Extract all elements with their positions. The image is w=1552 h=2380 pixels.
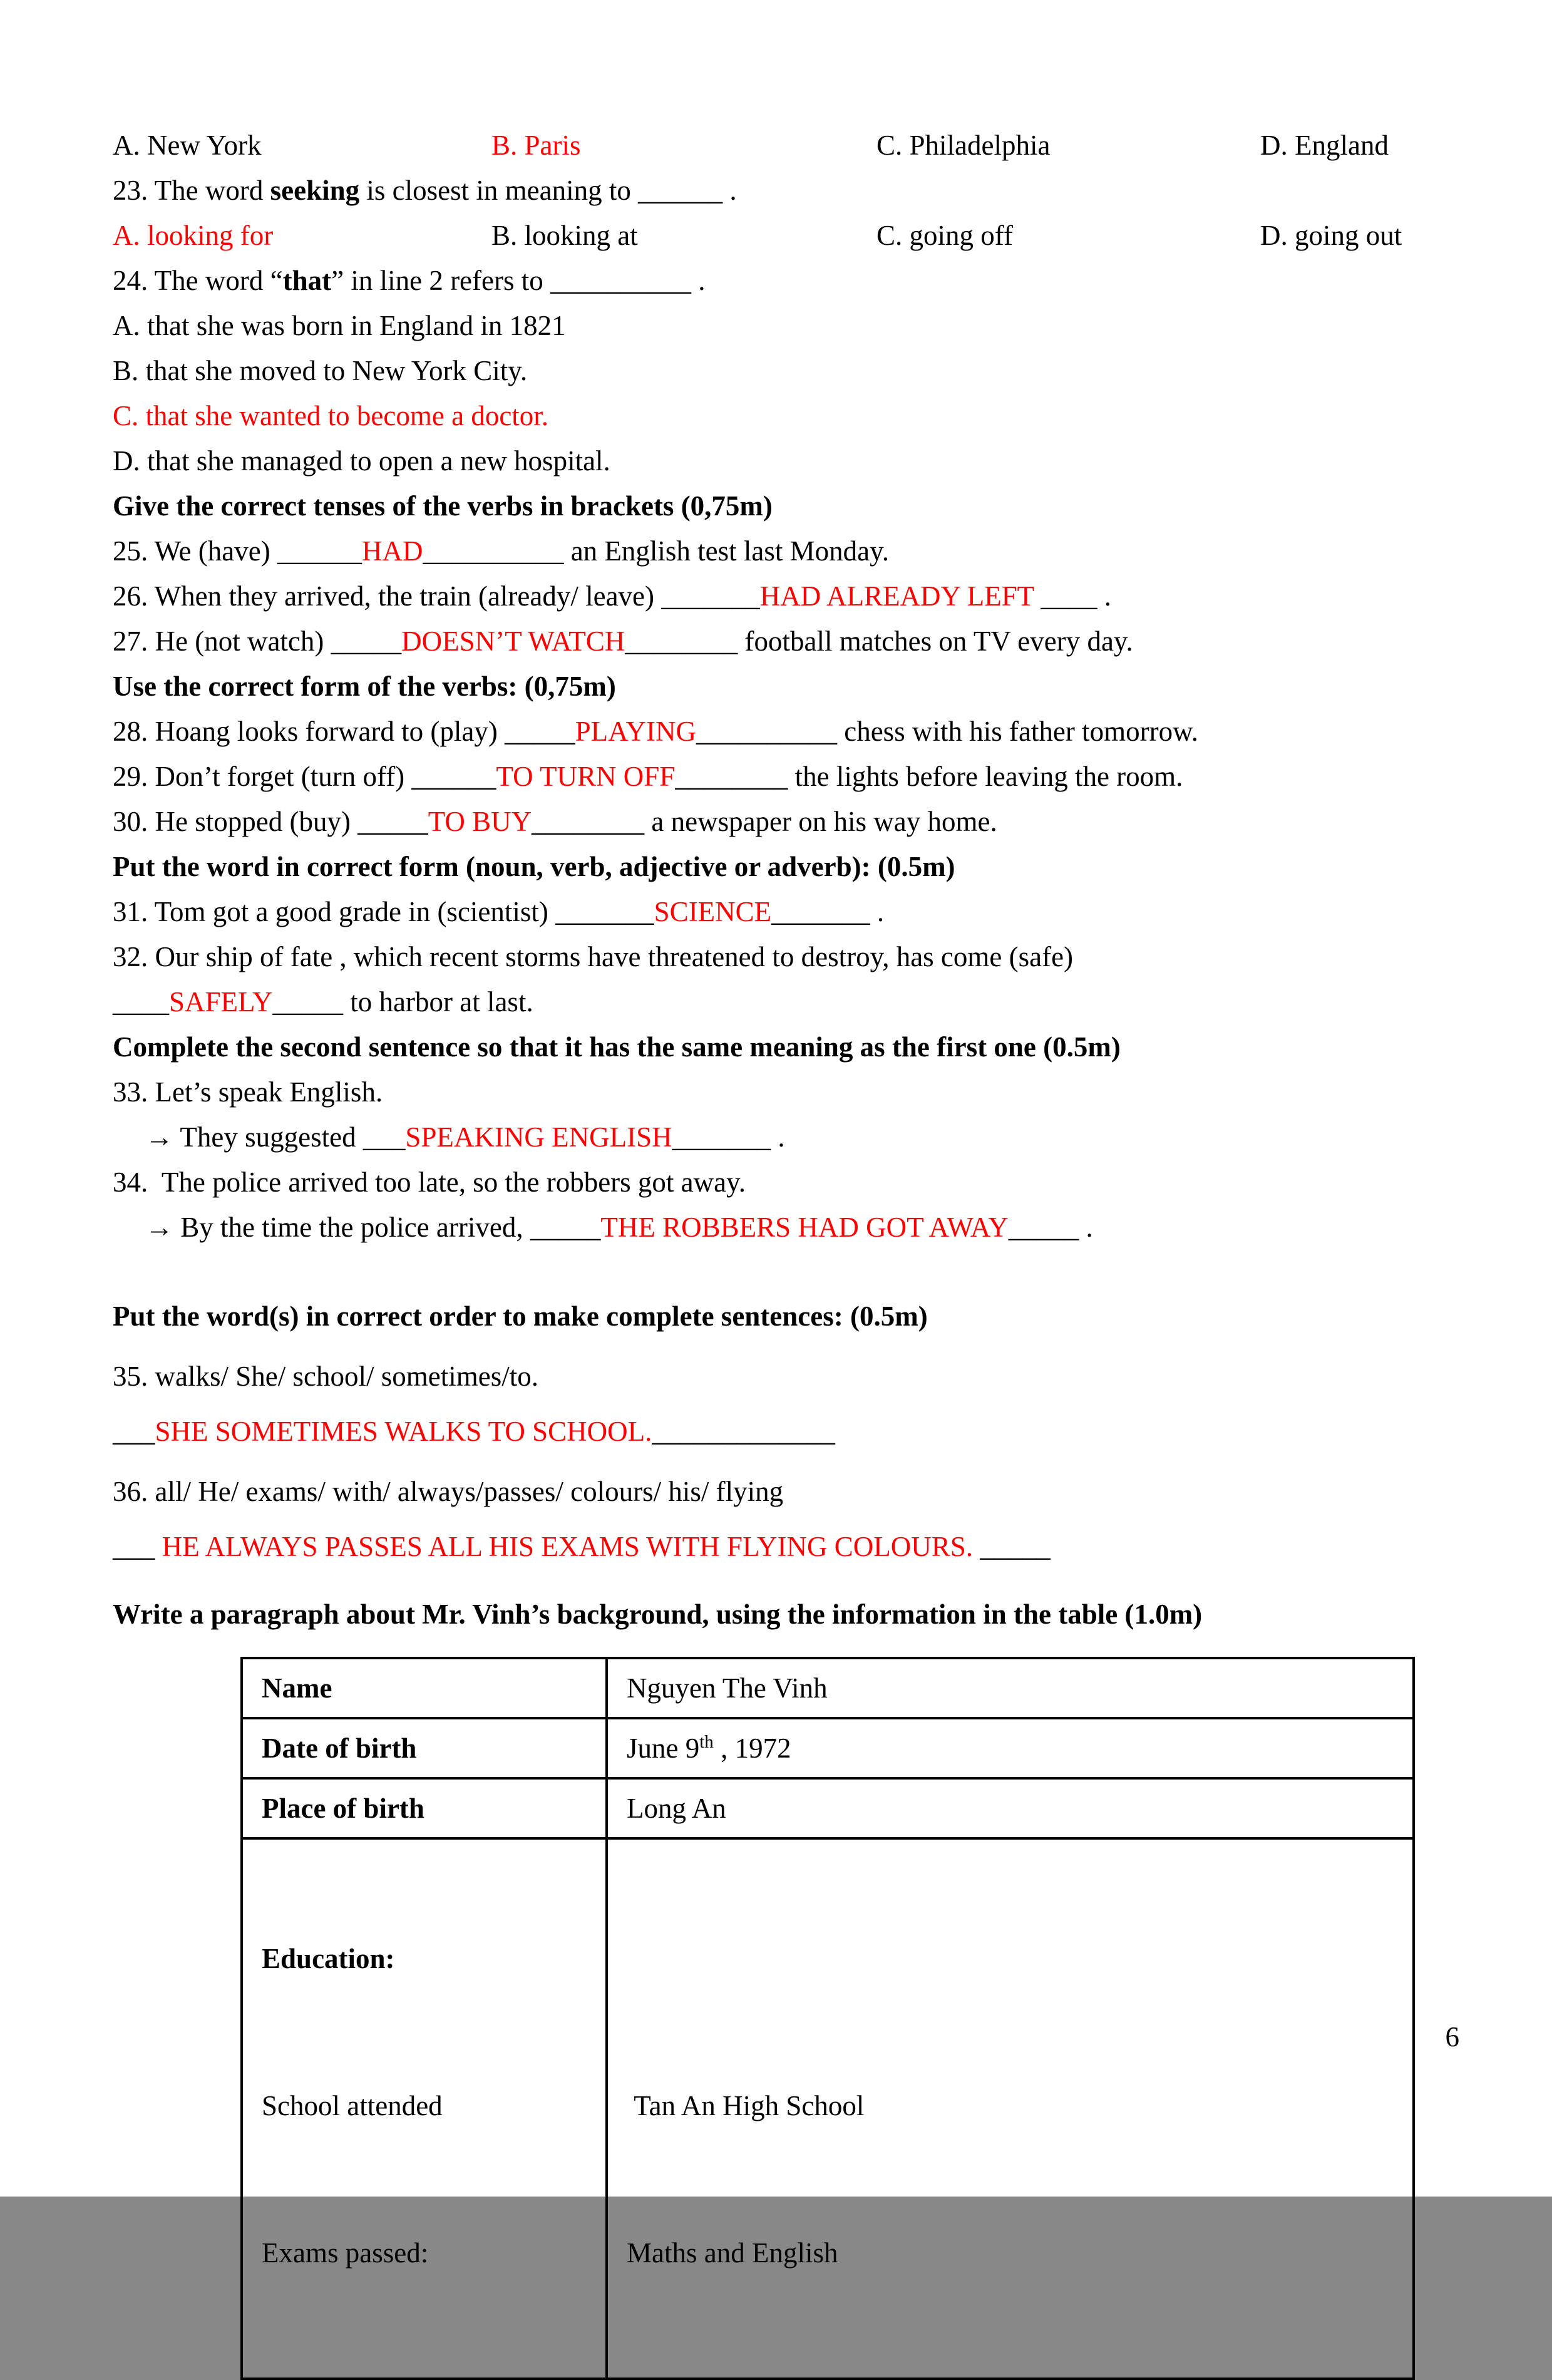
- section-heading-tenses: [113, 483, 1508, 528]
- question-text: 35. walks/ She/ school/ sometimes/to.: [113, 1361, 538, 1392]
- question-text: 25. We (have): [113, 535, 277, 567]
- option-text: D. that she managed to open a new hospital.: [113, 445, 610, 477]
- table-label-cell: [242, 1658, 607, 1718]
- blank-line: ___: [362, 1121, 406, 1153]
- blank-line: ______: [411, 761, 496, 792]
- answer-text: HAD: [361, 535, 423, 567]
- background-table-wrapper: [240, 1657, 1508, 2380]
- answer-text: TO TURN OFF: [496, 761, 676, 792]
- question-34-answer-line: [113, 1205, 1508, 1250]
- blank-line: _____: [530, 1212, 601, 1243]
- question-text: .: [1079, 1212, 1093, 1243]
- question-text: 27. He (not watch): [113, 626, 331, 657]
- answer-text: HAD ALREADY LEFT: [759, 580, 1034, 612]
- question-text: chess with his father tomorrow.: [836, 716, 1198, 747]
- question-23-options-row: [113, 213, 1508, 258]
- table-value-cell: [607, 1838, 1414, 2379]
- background-info-table: [240, 1657, 1415, 2380]
- question-23-stem: [113, 168, 1508, 213]
- option-c: C. going off: [876, 220, 1013, 251]
- answer-text: SAFELY: [169, 986, 273, 1017]
- option-text: C. that she wanted to become a doctor.: [113, 400, 549, 431]
- question-text: the lights before leaving the room.: [788, 761, 1183, 792]
- option-d: D. England: [1260, 130, 1389, 161]
- question-text: .: [1097, 580, 1112, 612]
- question-text: ” in line 2 refers to: [331, 265, 550, 296]
- question-24-option-b: [113, 348, 1508, 393]
- question-text: 31. Tom got a good grade in (scientist): [113, 896, 556, 927]
- section-heading-word-form: [113, 844, 1508, 889]
- exams-passed-label: Exams passed:: [262, 2237, 429, 2269]
- question-29: [113, 754, 1508, 799]
- section-heading-rewrite: [113, 1024, 1508, 1069]
- value-text: Nguyen The Vinh: [627, 1672, 828, 1704]
- blank-line: _____: [272, 986, 344, 1017]
- section-heading-word-order: [113, 1294, 1508, 1339]
- heading-text: Complete the second sentence so that it has the same meaning as the first one (0.5m): [113, 1031, 1121, 1063]
- question-33-answer-line: [113, 1115, 1508, 1160]
- question-36-answer-line: [113, 1524, 1508, 1569]
- answer-text: TO BUY: [428, 806, 532, 837]
- option-a-correct: A. looking for: [113, 220, 274, 251]
- question-text: football matches on TV every day.: [737, 626, 1133, 657]
- question-text: an English test last Monday.: [563, 535, 889, 567]
- heading-text: Write a paragraph about Mr. Vinh’s background, using the information in the table (1.0m): [113, 1599, 1203, 1630]
- question-text: is closest in meaning to: [359, 175, 639, 206]
- table-row-education: [242, 1838, 1414, 2379]
- arrow-and-text: → They suggested: [145, 1121, 363, 1153]
- blank-line: _____: [331, 626, 402, 657]
- question-text: 23. The word: [113, 175, 270, 206]
- question-22-options-row: [113, 123, 1508, 168]
- blank-line: _____: [505, 716, 575, 747]
- label-text: Name: [262, 1672, 332, 1704]
- heading-text: Put the word in correct form (noun, verb, adjective or adverb): (0.5m): [113, 851, 955, 882]
- blank-line: _______: [672, 1121, 771, 1153]
- arrow-and-text: → By the time the police arrived,: [145, 1212, 530, 1243]
- blank-line: _______: [661, 580, 760, 612]
- question-28: [113, 709, 1508, 754]
- question-text: 30. He stopped (buy): [113, 806, 358, 837]
- question-36-stem: [113, 1469, 1508, 1514]
- answer-text: PLAYING: [575, 716, 696, 747]
- option-text: A. that she was born in England in 1821: [113, 310, 566, 341]
- value-text: Long An: [627, 1793, 726, 1824]
- question-24-option-c-correct: [113, 393, 1508, 438]
- question-text: 36. all/ He/ exams/ with/ always/passes/ colours/ his/ flying: [113, 1476, 784, 1507]
- label-text: Place of birth: [262, 1793, 424, 1824]
- question-text: 24. The word “: [113, 265, 283, 296]
- option-b-correct: B. Paris: [491, 130, 581, 161]
- blank-line: _____: [973, 1531, 1051, 1562]
- answer-text: SHE SOMETIMES WALKS TO SCHOOL.: [155, 1416, 652, 1447]
- blank-line: __________: [696, 716, 837, 747]
- education-heading: Education:: [262, 1943, 395, 1974]
- table-value-cell: [607, 1718, 1414, 1778]
- question-33-stem: [113, 1069, 1508, 1115]
- exams-passed-value: Maths and English: [627, 2237, 838, 2269]
- section-heading-verb-form: [113, 664, 1508, 709]
- question-text: .: [691, 265, 706, 296]
- table-row-place-of-birth: [242, 1778, 1414, 1838]
- blank-line: ________: [532, 806, 645, 837]
- question-30: [113, 799, 1508, 844]
- table-label-cell: [242, 1718, 607, 1778]
- option-a: A. New York: [113, 130, 262, 161]
- question-35-stem: [113, 1354, 1508, 1399]
- table-row-name: [242, 1658, 1414, 1718]
- table-value-cell: [607, 1658, 1414, 1718]
- blank-line: _______: [555, 896, 654, 927]
- question-25: [113, 528, 1508, 574]
- blank-line: _____: [1008, 1212, 1079, 1243]
- section-heading-paragraph: [113, 1592, 1508, 1637]
- table-value-cell: [607, 1778, 1414, 1838]
- answer-text: DOESN’T WATCH: [401, 626, 625, 657]
- question-24-option-d: [113, 438, 1508, 483]
- table-row-date-of-birth: [242, 1718, 1414, 1778]
- heading-text: Use the correct form of the verbs: (0,75m): [113, 671, 616, 702]
- blank-line: ________: [625, 626, 738, 657]
- keyword-bold: seeking: [270, 175, 360, 206]
- blank-line: ______: [277, 535, 362, 567]
- question-text: 34. The police arrived too late, so the robbers got away.: [113, 1167, 746, 1198]
- question-24-option-a: [113, 303, 1508, 348]
- question-31: [113, 889, 1508, 934]
- question-35-answer-line: [113, 1409, 1508, 1454]
- heading-text: Give the correct tenses of the verbs in brackets (0,75m): [113, 490, 773, 522]
- answer-text: THE ROBBERS HAD GOT AWAY: [600, 1212, 1009, 1243]
- question-text: 26. When they arrived, the train (already/ leave): [113, 580, 662, 612]
- school-attended-value: Tan An High School: [627, 2090, 865, 2121]
- ordinal-superscript: th: [699, 1732, 714, 1752]
- blank-line: ___: [113, 1416, 155, 1447]
- question-text: .: [771, 1121, 785, 1153]
- question-text: 29. Don’t forget (turn off): [113, 761, 412, 792]
- keyword-bold: that: [282, 265, 332, 296]
- answer-text: HE ALWAYS PASSES ALL HIS EXAMS WITH FLYING COLOURS.: [162, 1531, 973, 1562]
- blank-line: _____: [357, 806, 428, 837]
- question-text: .: [870, 896, 885, 927]
- question-32-stem: [113, 934, 1508, 979]
- blank-line: _____________: [652, 1416, 835, 1447]
- question-32-answer-line: [113, 979, 1508, 1024]
- blank-line: ________: [675, 761, 788, 792]
- blank-line: __________: [550, 265, 691, 296]
- question-text: to harbor at last.: [343, 986, 533, 1017]
- school-attended-label: School attended: [262, 2090, 443, 2121]
- table-label-cell: [242, 1838, 607, 2379]
- question-text: 33. Let’s speak English.: [113, 1076, 383, 1108]
- value-text: June 9: [627, 1733, 700, 1764]
- option-b: B. looking at: [491, 220, 638, 251]
- question-26: [113, 574, 1508, 619]
- question-34-stem: [113, 1160, 1508, 1205]
- question-text: 32. Our ship of fate , which recent storms have threatened to destroy, has come (safe): [113, 941, 1074, 972]
- label-text: Date of birth: [262, 1733, 417, 1764]
- option-c: C. Philadelphia: [876, 130, 1051, 161]
- blank-line: _______: [771, 896, 870, 927]
- blank-line: __________: [423, 535, 564, 567]
- education-value-spacer: [627, 1936, 1400, 1993]
- question-27: [113, 619, 1508, 664]
- question-text: .: [722, 175, 737, 206]
- table-label-cell: [242, 1778, 607, 1838]
- blank-line: ___: [113, 1531, 162, 1562]
- page-number: 6: [1445, 2021, 1459, 2053]
- blank-line: ____: [1034, 580, 1097, 612]
- value-text: , 1972: [713, 1733, 791, 1764]
- question-24-stem: [113, 258, 1508, 303]
- option-d: D. going out: [1260, 220, 1402, 251]
- option-text: B. that she moved to New York City.: [113, 355, 528, 386]
- question-text: 28. Hoang looks forward to (play): [113, 716, 505, 747]
- blank-line: ______: [638, 175, 723, 206]
- question-text: a newspaper on his way home.: [644, 806, 997, 837]
- answer-text: SCIENCE: [654, 896, 772, 927]
- blank-line: ____: [113, 986, 169, 1017]
- answer-text: SPEAKING ENGLISH: [405, 1121, 672, 1153]
- heading-text: Put the word(s) in correct order to make complete sentences: (0.5m): [113, 1301, 928, 1332]
